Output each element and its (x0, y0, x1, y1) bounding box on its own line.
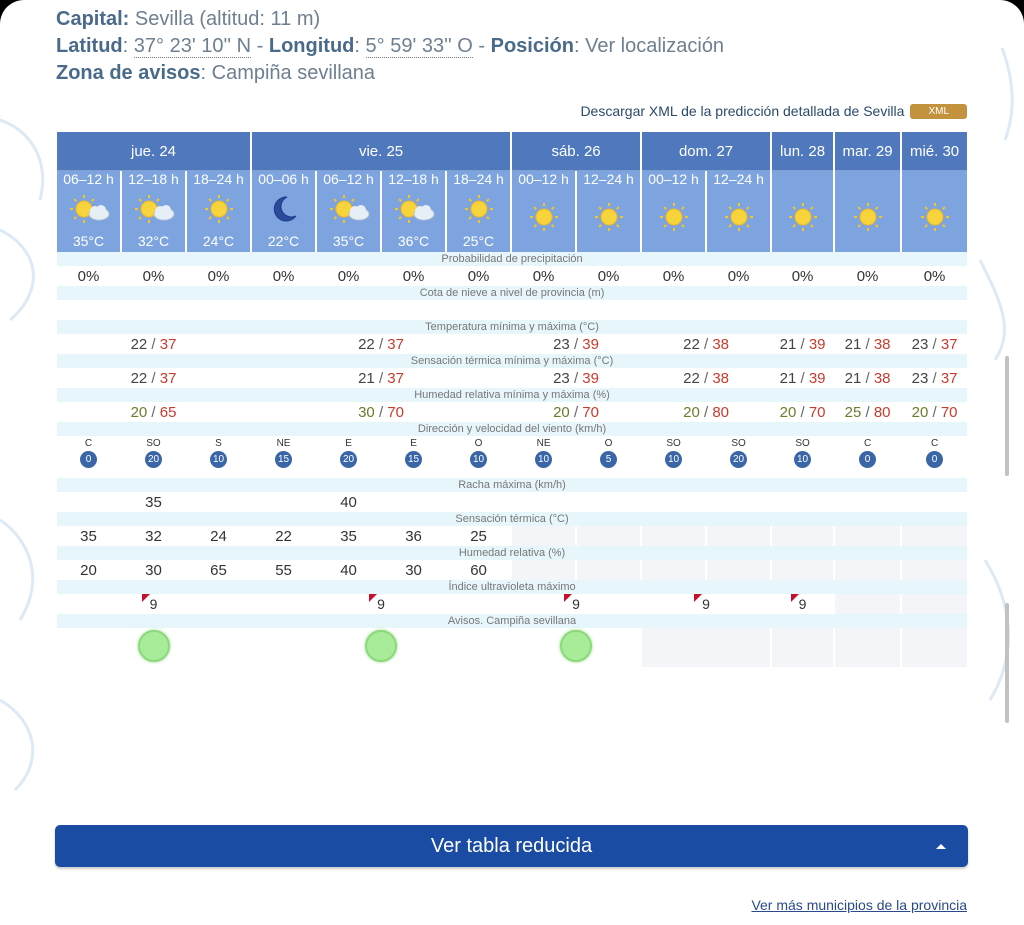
uv-warning-icon (564, 594, 572, 602)
precipitation-cell: 0% (57, 266, 120, 286)
sens-cell: 35 (57, 526, 120, 546)
warning-cell (252, 628, 510, 667)
sens-minmax-cell: 21 / 38 (835, 368, 900, 388)
weather-cell (447, 188, 510, 252)
uv-cell (57, 594, 250, 614)
sun-icon (918, 200, 952, 239)
temp-minmax-min: 23 (553, 335, 570, 353)
weather-cell (835, 188, 900, 252)
weather-cell (317, 188, 380, 252)
hum-minmax-cell: 20 / 70 (512, 402, 640, 422)
sens-cell: 35 (317, 526, 380, 546)
wind-speed-badge: 20 (730, 451, 747, 468)
precipitation-cell: 0% (447, 266, 510, 286)
temp-minmax-min: 22 (683, 335, 700, 353)
temp-minmax-cell: 23 / 39 (512, 334, 640, 354)
warnings-section: Avisos. Campiña sevillana (57, 614, 967, 628)
hum-minmax-min: 20 (779, 403, 797, 421)
sens-cell (772, 526, 833, 546)
reduced-table-label: Ver tabla reducida (430, 834, 593, 857)
weather-cell (512, 188, 575, 252)
hum-cell: 65 (187, 560, 250, 580)
temperature-label: 22°C (267, 232, 300, 249)
capital-label: Capital: (56, 8, 130, 30)
wind-cell (187, 436, 250, 478)
longitude-label: Longitud (268, 35, 355, 57)
hum-minmax-min: 20 (553, 403, 570, 421)
moon-icon (267, 192, 301, 231)
gust-cell (382, 492, 445, 512)
wind-speed-badge: 5 (600, 451, 617, 468)
hum-minmax-cell: 25 / 80 (835, 402, 900, 422)
temperature-label: 35°C (72, 232, 105, 249)
hum-minmax-max: 70 (582, 403, 599, 421)
wind-direction: C (930, 438, 939, 449)
sens-minmax-min: 22 (130, 369, 148, 387)
snow-section: Cota de nieve a nivel de provincia (m) (57, 286, 967, 300)
sens-cell (902, 526, 967, 546)
temp-minmax-section: Temperatura mínima y máxima (°C) (57, 320, 967, 334)
temp-minmax-cell: 21 / 38 (835, 334, 900, 354)
snow-cell (317, 300, 380, 320)
temp-minmax-cell: 22 / 37 (252, 334, 510, 354)
weather-cell (902, 188, 967, 252)
gust-cell: 35 (122, 492, 185, 512)
wind-cell (772, 436, 833, 478)
gust-cell (187, 492, 250, 512)
sens-cell (835, 526, 900, 546)
wind-speed-badge: 10 (470, 451, 487, 468)
sens-cell (577, 526, 640, 546)
gust-cell (772, 492, 833, 512)
xml-badge[interactable]: XML (910, 104, 967, 119)
temp-minmax-max: 39 (582, 335, 599, 353)
hum-cell (772, 560, 833, 580)
warning-cell (902, 628, 967, 667)
sens-minmax-max: 38 (712, 369, 729, 387)
window-corner-left (0, 0, 24, 24)
wind-cell (577, 436, 640, 478)
temp-minmax-min: 23 (911, 335, 929, 353)
precipitation-cell: 0% (512, 266, 575, 286)
hum-minmax-min: 25 (844, 403, 862, 421)
gust-cell (512, 492, 575, 512)
sens-cell (642, 526, 705, 546)
sun-icon (462, 192, 496, 231)
sens-minmax-max: 37 (940, 369, 958, 387)
sun-icon (786, 200, 820, 239)
hum-cell (642, 560, 705, 580)
temp-minmax-cell: 23 / 37 (902, 334, 967, 354)
sens-minmax-max: 38 (873, 369, 891, 387)
weather-cell (252, 188, 315, 252)
scrollbar-thumb[interactable] (1005, 356, 1009, 476)
wind-speed-badge: 10 (210, 451, 227, 468)
sens-minmax-cell: 22 / 37 (57, 368, 250, 388)
temp-minmax-max: 38 (873, 335, 891, 353)
uv-value: 9 (572, 596, 580, 612)
hum-cell: 30 (382, 560, 445, 580)
warning-cell (512, 628, 640, 667)
caret-up-icon (936, 844, 946, 849)
day-header: vie. 25 (252, 132, 510, 171)
warning-cell (772, 628, 833, 667)
wind-cell (835, 436, 900, 478)
wind-speed-badge: 0 (926, 451, 943, 468)
wind-cell (707, 436, 770, 478)
period-label: 00–12 h (642, 171, 705, 188)
gust-cell (707, 492, 770, 512)
precipitation-cell: 0% (707, 266, 770, 286)
wind-speed-badge: 0 (859, 451, 876, 468)
precipitation-section: Probabilidad de precipitación (57, 252, 967, 266)
position-label: Posición (490, 35, 574, 57)
weather-cell (187, 188, 250, 252)
sun-cloud-icon (67, 192, 111, 231)
green-warning-icon[interactable] (138, 630, 170, 662)
snow-cell (512, 300, 575, 320)
sun-icon (202, 192, 236, 231)
uv-value: 9 (702, 596, 710, 612)
snow-cell (57, 300, 120, 320)
snow-cell (902, 300, 967, 320)
wind-direction: O (474, 438, 483, 449)
sens-cell: 36 (382, 526, 445, 546)
sun-cloud-icon (392, 192, 436, 231)
sens-cell: 22 (252, 526, 315, 546)
green-warning-icon[interactable] (365, 630, 397, 662)
precipitation-cell: 0% (577, 266, 640, 286)
wind-direction: SO (795, 438, 810, 449)
temp-minmax-max: 37 (159, 335, 177, 353)
hum-minmax-min: 20 (130, 403, 148, 421)
precipitation-cell: 0% (252, 266, 315, 286)
sens-cell (707, 526, 770, 546)
uv-cell (835, 594, 900, 614)
more-municipalities-link[interactable]: Ver más municipios de la provincia (751, 897, 967, 913)
wind-cell (382, 436, 445, 478)
sens-minmax-max: 37 (159, 369, 177, 387)
temp-minmax-cell: 22 / 37 (57, 334, 250, 354)
wind-direction: C (863, 438, 872, 449)
sun-icon (527, 200, 561, 239)
sun-icon (722, 200, 756, 239)
hum-cell: 40 (317, 560, 380, 580)
warning-cell (642, 628, 770, 667)
wind-cell (317, 436, 380, 478)
location-header: Capital: Sevilla (altitud: 11 m) Latitud: 37° 23' 10'' N - Longitud: 5° 59' 33'' O - Posición: Ver localización Zona de avisos: Campiña sevillana (56, 8, 725, 84)
weather-cell (642, 188, 705, 252)
weather-cell (122, 188, 185, 252)
precipitation-cell: 0% (382, 266, 445, 286)
precipitation-cell: 0% (187, 266, 250, 286)
sens-minmax-min: 21 (844, 369, 862, 387)
precipitation-cell: 0% (317, 266, 380, 286)
hum-minmax-cell: 20 / 70 (772, 402, 833, 422)
hum-section: Humedad relativa (%) (57, 546, 967, 560)
sens-minmax-max: 37 (387, 369, 404, 387)
wind-direction: NE (276, 438, 291, 449)
period-label: 18–24 h (187, 171, 250, 188)
hum-cell (707, 560, 770, 580)
temp-minmax-max: 37 (940, 335, 958, 353)
sens-minmax-max: 39 (582, 369, 599, 387)
day-header: lun. 28 (772, 132, 833, 171)
precipitation-cell: 0% (902, 266, 967, 286)
wind-speed-badge: 10 (665, 451, 682, 468)
temperature-label: 36°C (397, 232, 430, 249)
period-label (902, 171, 967, 188)
temperature-label: 32°C (137, 232, 170, 249)
warning-zone-value: Campiña sevillana (211, 62, 376, 84)
sens-minmax-cell: 22 / 38 (642, 368, 770, 388)
uv-warning-icon (369, 594, 377, 602)
precipitation-cell: 0% (835, 266, 900, 286)
wind-direction: SO (731, 438, 746, 449)
sens-cell: 25 (447, 526, 510, 546)
snow-cell (835, 300, 900, 320)
hum-minmax-max: 80 (873, 403, 891, 421)
wind-speed-badge: 15 (405, 451, 422, 468)
uv-warning-icon (142, 594, 150, 602)
sens-minmax-cell: 23 / 39 (512, 368, 640, 388)
gust-cell (252, 492, 315, 512)
snow-cell (772, 300, 833, 320)
latitude-label: Latitud (56, 35, 123, 57)
day-header: sáb. 26 (512, 132, 640, 171)
uv-section: Índice ultravioleta máximo (57, 580, 967, 594)
capital-value: Sevilla (altitud: 11 m) (134, 8, 321, 30)
wind-cell (447, 436, 510, 478)
hum-cell: 55 (252, 560, 315, 580)
sens-minmax-max: 39 (808, 369, 826, 387)
uv-value: 9 (150, 596, 158, 612)
sens-cell: 24 (187, 526, 250, 546)
warning-cell (835, 628, 900, 667)
weather-cell (772, 188, 833, 252)
period-label: 18–24 h (447, 171, 510, 188)
wind-section: Dirección y velocidad del viento (km/h) (57, 422, 967, 436)
gust-cell (447, 492, 510, 512)
scrollbar-thumb[interactable] (1005, 603, 1009, 723)
reduced-table-button[interactable] (55, 825, 968, 867)
hum-minmax-cell: 20 / 65 (57, 402, 250, 422)
wind-speed-badge: 0 (80, 451, 97, 468)
temp-minmax-cell: 22 / 38 (642, 334, 770, 354)
weather-cell (57, 188, 120, 252)
wind-direction: SO (666, 438, 681, 449)
day-header: dom. 27 (642, 132, 770, 171)
wind-direction: NE (536, 438, 551, 449)
wind-direction: E (345, 438, 352, 449)
snow-cell (707, 300, 770, 320)
temp-minmax-max: 38 (712, 335, 729, 353)
temperature-label: 35°C (332, 232, 365, 249)
hum-minmax-max: 80 (712, 403, 729, 421)
period-label: 00–12 h (512, 171, 575, 188)
wind-speed-badge: 10 (535, 451, 552, 468)
temp-minmax-min: 21 (779, 335, 797, 353)
snow-cell (447, 300, 510, 320)
period-label (772, 171, 833, 188)
gust-section: Racha máxima (km/h) (57, 478, 967, 492)
forecast-table (55, 132, 969, 667)
hum-cell (512, 560, 575, 580)
hum-minmax-cell: 20 / 80 (642, 402, 770, 422)
xml-download[interactable] (580, 103, 967, 119)
wind-direction: E (410, 438, 417, 449)
gust-cell (835, 492, 900, 512)
window-corner-right (1000, 0, 1024, 24)
hum-cell (902, 560, 967, 580)
hum-cell (835, 560, 900, 580)
temperature-label: 24°C (202, 232, 235, 249)
hum-minmax-max: 70 (387, 403, 404, 421)
sens-minmax-cell: 21 / 39 (772, 368, 833, 388)
hum-minmax-max: 65 (159, 403, 177, 421)
hum-minmax-max: 70 (808, 403, 826, 421)
hum-cell: 30 (122, 560, 185, 580)
sens-minmax-min: 21 (779, 369, 797, 387)
xml-download-text[interactable]: Descargar XML de la predicción detallada de Sevilla (580, 103, 905, 119)
wind-speed-badge: 20 (145, 451, 162, 468)
wind-speed-badge: 10 (794, 451, 811, 468)
wind-direction: C (84, 438, 93, 449)
hum-cell: 60 (447, 560, 510, 580)
uv-warning-icon (791, 594, 799, 602)
precipitation-cell: 0% (642, 266, 705, 286)
temp-minmax-cell: 21 / 39 (772, 334, 833, 354)
sens-cell: 32 (122, 526, 185, 546)
hum-cell (577, 560, 640, 580)
sens-minmax-cell: 23 / 37 (902, 368, 967, 388)
snow-cell (187, 300, 250, 320)
snow-cell (382, 300, 445, 320)
sun-cloud-icon (132, 192, 176, 231)
snow-cell (642, 300, 705, 320)
sun-cloud-icon (327, 192, 371, 231)
hum-minmax-min: 30 (358, 403, 375, 421)
wind-direction: S (215, 438, 222, 449)
sens-minmax-min: 23 (553, 369, 570, 387)
weather-cell (707, 188, 770, 252)
temp-minmax-min: 22 (130, 335, 148, 353)
day-header: jue. 24 (57, 132, 250, 171)
period-label: 12–18 h (382, 171, 445, 188)
temp-minmax-max: 39 (808, 335, 826, 353)
period-label (835, 171, 900, 188)
sun-icon (592, 200, 626, 239)
uv-value: 9 (799, 596, 807, 612)
temp-minmax-min: 22 (358, 335, 375, 353)
wind-cell (642, 436, 705, 478)
weather-cell (382, 188, 445, 252)
uv-warning-icon (694, 594, 702, 602)
uv-cell (642, 594, 770, 614)
hum-minmax-cell: 20 / 70 (902, 402, 967, 422)
sens-minmax-min: 22 (683, 369, 700, 387)
gust-cell: 40 (317, 492, 380, 512)
uv-value: 9 (377, 596, 385, 612)
temperature-label: 25°C (462, 232, 495, 249)
day-header: mar. 29 (835, 132, 900, 171)
hum-minmax-min: 20 (683, 403, 700, 421)
wind-speed-badge: 15 (275, 451, 292, 468)
green-warning-icon[interactable] (560, 630, 592, 662)
period-label: 06–12 h (57, 171, 120, 188)
sun-icon (851, 200, 885, 239)
wind-cell (252, 436, 315, 478)
wind-cell (57, 436, 120, 478)
period-label: 06–12 h (317, 171, 380, 188)
snow-cell (577, 300, 640, 320)
sens-minmax-min: 23 (911, 369, 929, 387)
snow-cell (122, 300, 185, 320)
hum-minmax-min: 20 (911, 403, 929, 421)
uv-cell (902, 594, 967, 614)
wind-direction: O (604, 438, 613, 449)
hum-cell: 20 (57, 560, 120, 580)
sens-section: Sensación térmica (°C) (57, 512, 967, 526)
warning-cell (57, 628, 250, 667)
wind-cell (512, 436, 575, 478)
temp-minmax-min: 21 (844, 335, 862, 353)
temp-minmax-max: 37 (387, 335, 404, 353)
wind-direction: SO (146, 438, 161, 449)
latitude-value: 37° 23' 10'' N (133, 35, 252, 57)
wind-speed-badge: 20 (340, 451, 357, 468)
precipitation-cell: 0% (772, 266, 833, 286)
period-label: 00–06 h (252, 171, 315, 188)
precipitation-cell: 0% (122, 266, 185, 286)
snow-cell (252, 300, 315, 320)
gust-cell (642, 492, 705, 512)
warning-zone-label: Zona de avisos (56, 62, 201, 84)
sun-icon (657, 200, 691, 239)
gust-cell (902, 492, 967, 512)
period-label: 12–24 h (707, 171, 770, 188)
hum-minmax-cell: 30 / 70 (252, 402, 510, 422)
gust-cell (57, 492, 120, 512)
hum-minmax-section: Humedad relativa mínima y máxima (%) (57, 388, 967, 402)
weather-cell (577, 188, 640, 252)
uv-cell (252, 594, 510, 614)
sens-minmax-cell: 21 / 37 (252, 368, 510, 388)
day-header: mié. 30 (902, 132, 967, 171)
uv-cell (512, 594, 640, 614)
sens-minmax-min: 21 (358, 369, 375, 387)
period-label: 12–24 h (577, 171, 640, 188)
view-location-link[interactable]: Ver localización (585, 35, 725, 57)
wind-cell (902, 436, 967, 478)
sens-minmax-section: Sensación térmica mínima y máxima (°C) (57, 354, 967, 368)
sens-cell (512, 526, 575, 546)
uv-cell (772, 594, 833, 614)
gust-cell (577, 492, 640, 512)
wind-cell (122, 436, 185, 478)
longitude-value: 5° 59' 33'' O (365, 35, 473, 57)
hum-minmax-max: 70 (940, 403, 958, 421)
period-label: 12–18 h (122, 171, 185, 188)
